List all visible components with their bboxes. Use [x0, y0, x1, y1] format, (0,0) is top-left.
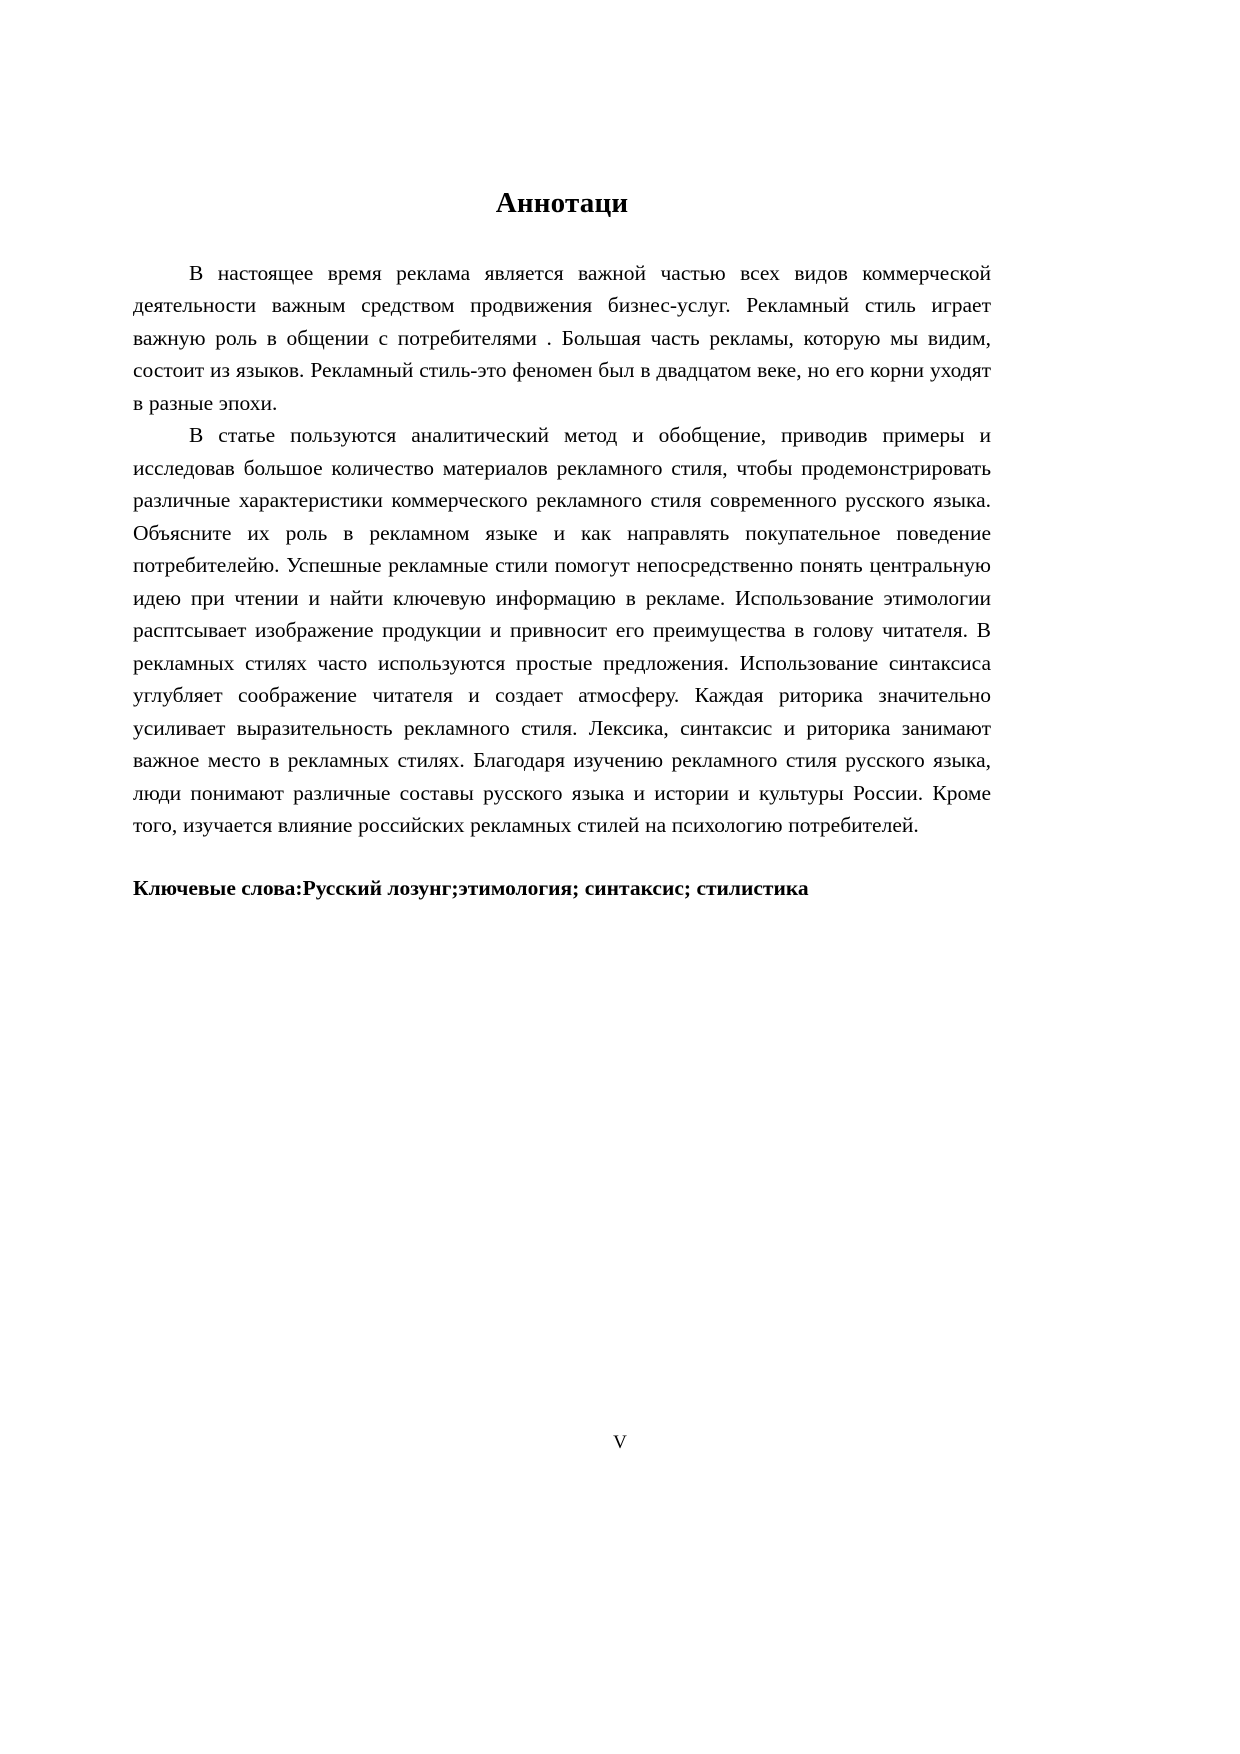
- keywords-line: Ключевые слова:Русский лозунг;этимология; синтаксис; стилистика: [133, 875, 809, 900]
- page-content: [133, 186, 991, 904]
- page-title: Аннотаци: [495, 187, 629, 219]
- abstract-paragraph-1: В настоящее время реклама является важной частью всех видов коммерческой деятельности важным средством продвижения бизнес-услуг. Рекламный стиль играет важную роль в общении с потребителями . Большая часть рекламы, которую мы видим, состоит из языков. Рекламный стиль-это феномен был в двадцатом веке, но его корни уходят в разные эпохи.: [133, 260, 991, 415]
- abstract-paragraph-2: В статье пользуются аналитический метод и обобщение, приводив примеры и исследовав большое количество материалов рекламного стиля, чтобы продемонстрировать различные характеристики коммерческого рекламного стиля современного русского языка. Объясните их роль в рекламном языке и как направлять покупательное поведение потребителейю. Успешные рекламные стили помогут непосредственно понять центральную идею при чтении и найти ключевую информацию в рекламе. Использование этимологии расптсывает изображение продукции и привносит его преимущества в голову читателя. В рекламных стилях часто используются простые предложения. Использование синтаксиса углубляет соображение читателя и создает атмосферу. Каждая риторика значительно усиливает выразительность рекламного стиля. Лексика, синтаксис и риторика занимают важное место в рекламных стилях. Благодаря изучению рекламного стиля русского языка, люди понимают различные составы русского языка и истории и культуры России. Кроме того, изучается влияние российских рекламных стилей на психологию потребителей.: [133, 423, 991, 838]
- page-number: V: [613, 1432, 627, 1453]
